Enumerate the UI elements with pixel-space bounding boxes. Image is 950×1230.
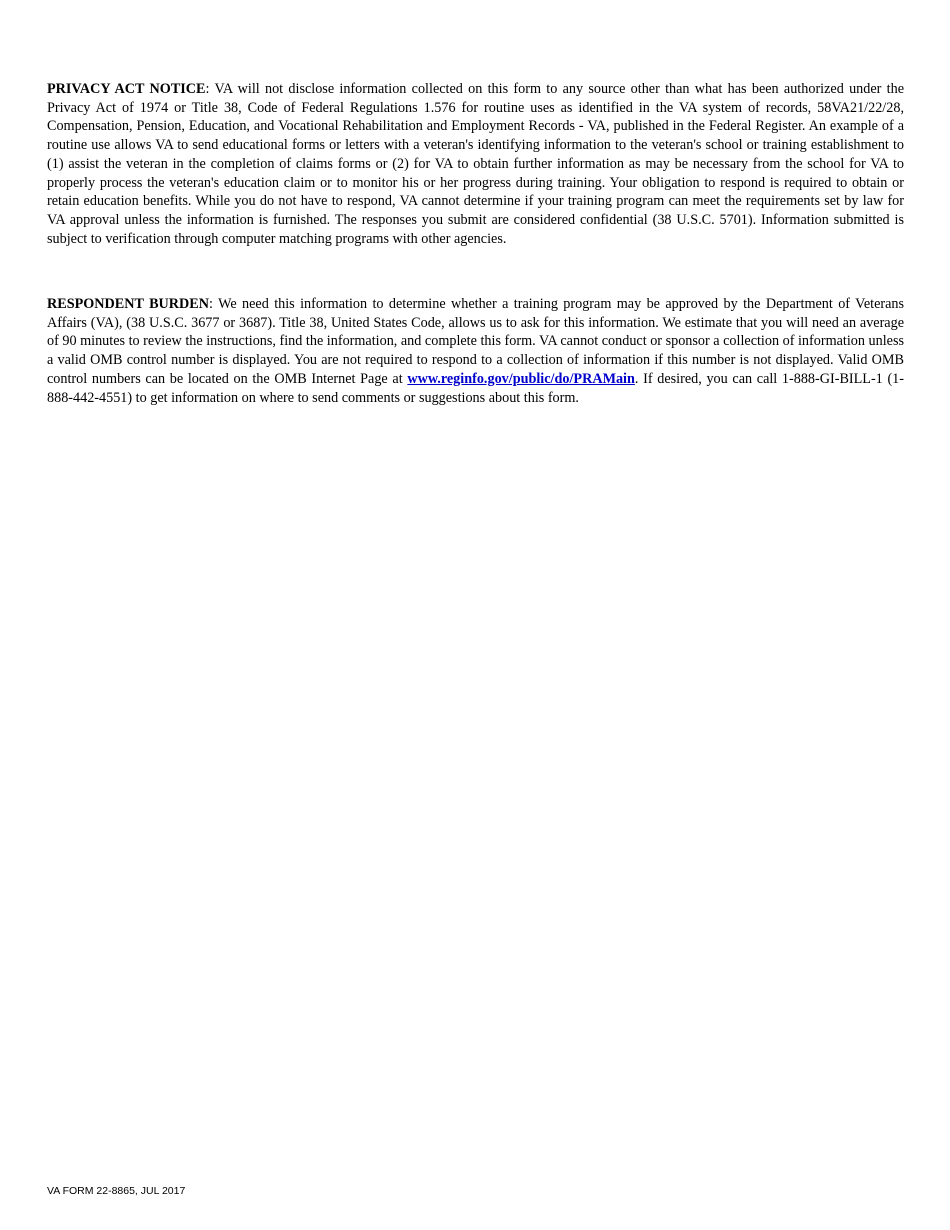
respondent-burden-body-start: : We need this information to determine whether a training program may be approved by the Department of Veterans Affairs (VA), (38 U.S.C. 3677 or 3687). Title 38, United States Code, allows us to ask for this information. We estimate that you will need an average of 90 minutes to review the instructions, find the information, and complete this form. VA cannot conduct or sponsor a collection of information unless a valid OMB control number is displayed. You are not required to respond to a collection of information if this number is not displayed. Valid OMB control numbers can be located on the OMB Internet Page at bbox=[47, 296, 904, 387]
privacy-act-notice bbox=[47, 80, 904, 248]
respondent-burden-notice bbox=[47, 295, 904, 407]
form-footer-id: VA FORM 22-8865, JUL 2017 bbox=[47, 1185, 186, 1197]
respondent-burden-heading: RESPONDENT BURDEN bbox=[47, 296, 210, 312]
privacy-act-notice-heading: PRIVACY ACT NOTICE bbox=[47, 81, 206, 97]
privacy-act-notice-body: : VA will not disclose information collected on this form to any source other than what has been authorized under the Privacy Act of 1974 or Title 38, Code of Federal Regulations 1.576 for routine uses as identified in the VA system of records, 58VA21/22/28, Compensation, Pension, Education, and Vocational Rehabilitation and Employment Records - VA, published in the Federal Register. An example of a routine use allows VA to send educational forms or letters with a veteran's identifying information to the veteran's school or training establishment to (1) assist the veteran in the completion of claims forms or (2) for VA to obtain further information as may be necessary from the school for VA to properly process the veteran's education claim or to monitor his or her progress during training. Your obligation to respond is required to obtain or retain education benefits. While you do not have to respond, VA cannot determine if your training program can meet the requirements set by law for VA approval unless the information is furnished. The responses you submit are considered confidential (38 U.S.C. 5701). Information submitted is subject to verification through computer matching programs with other agencies. bbox=[47, 81, 904, 247]
respondent-burden-body-end: . If desired, you can call 1-888-GI-BILL-1 (1-888-442-4551) to get information on where to send comments or suggestions about this form. bbox=[47, 370, 905, 406]
omb-pra-link[interactable]: www.reginfo.gov/public/do/PRAMain bbox=[407, 370, 635, 387]
